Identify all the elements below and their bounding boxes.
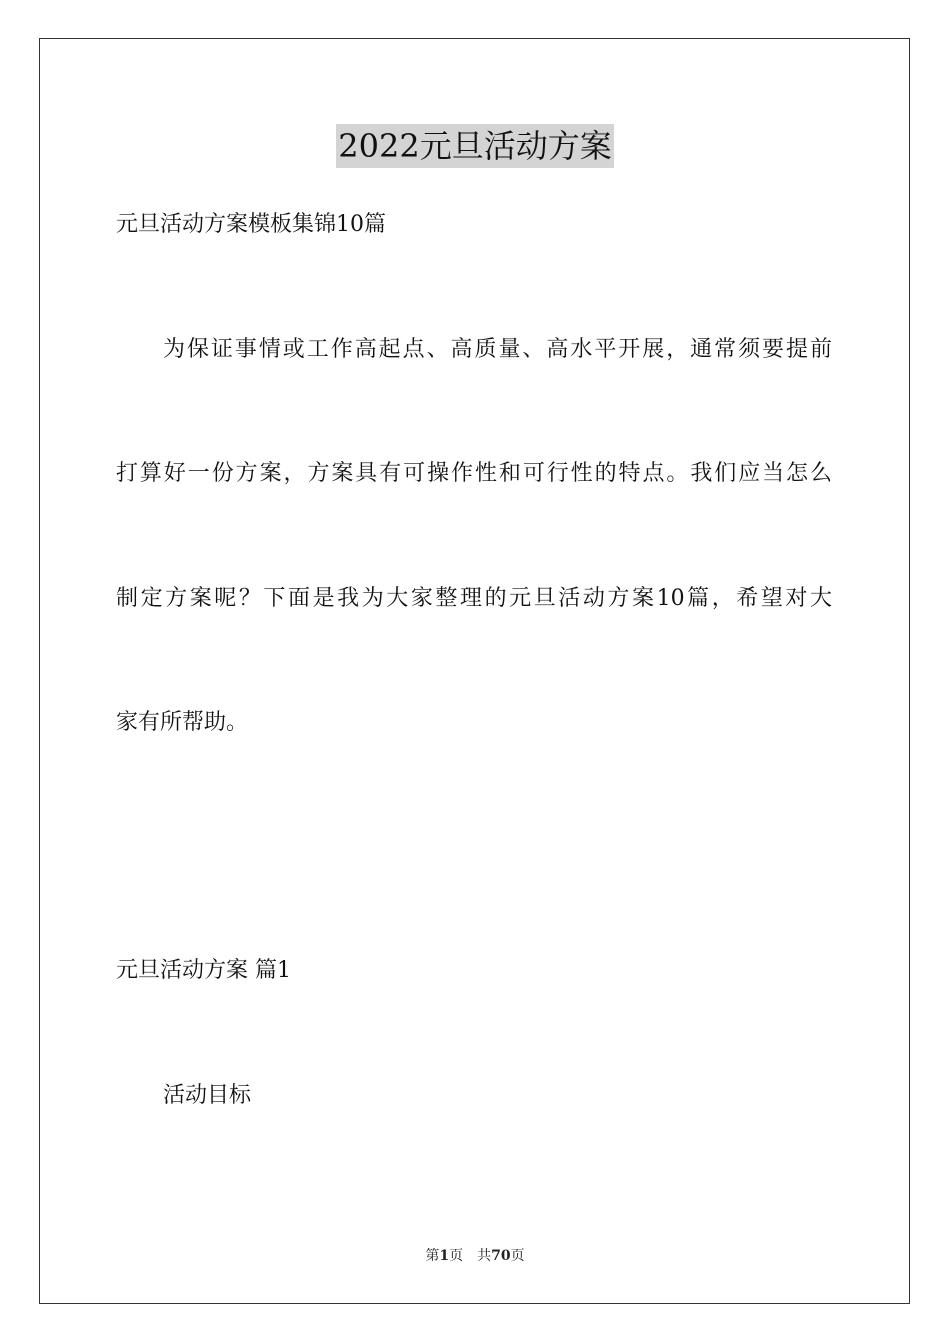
intro-line-4: 家有所帮助。 (116, 710, 249, 735)
footer-page-total: 70 (491, 1248, 511, 1264)
footer-page-unit: 页 (449, 1248, 464, 1264)
title-container (0, 124, 950, 168)
footer-total-unit: 页 (510, 1248, 525, 1264)
document-title: 2022元旦活动方案 (336, 124, 613, 168)
subsection-heading: 活动目标 (163, 1083, 252, 1108)
page-footer (0, 1246, 950, 1266)
footer-page-prefix: 第 (425, 1248, 440, 1264)
footer-page-current: 1 (439, 1248, 450, 1264)
footer-total-prefix: 共 (477, 1248, 492, 1264)
section-heading: 元旦活动方案 篇1 (116, 958, 291, 983)
intro-line-2: 打算好一份方案，方案具有可操作性和可行性的特点。我们应当怎么 (116, 461, 832, 486)
intro-line-3: 制定方案呢？下面是我为大家整理的元旦活动方案10篇，希望对大 (116, 586, 832, 611)
intro-line-1: 为保证事情或工作高起点、高质量、高水平开展，通常须要提前 (163, 337, 832, 362)
document-subtitle: 元旦活动方案模板集锦10篇 (116, 212, 386, 237)
